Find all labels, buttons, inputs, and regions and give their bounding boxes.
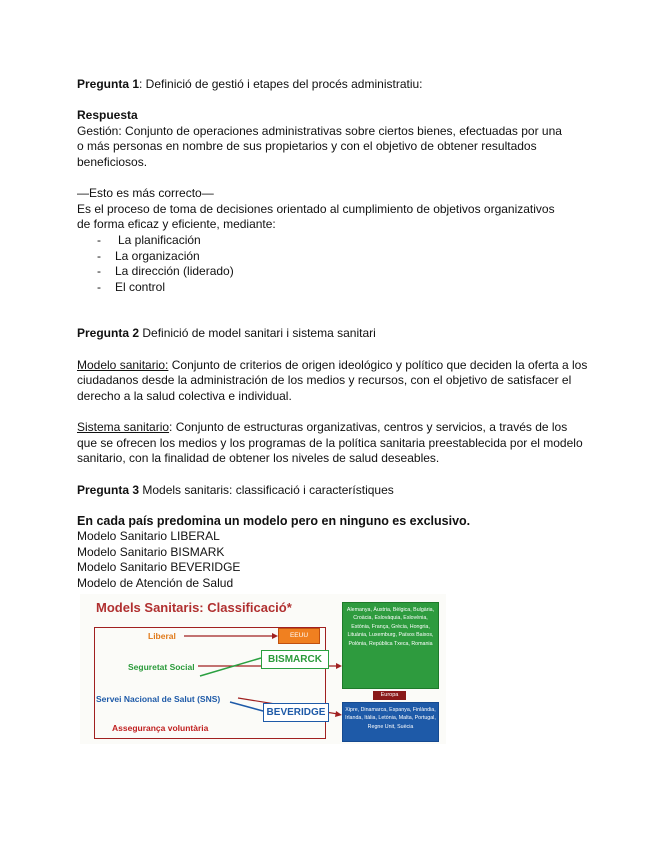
model-sanitario-term: Modelo sanitario: [77,358,169,372]
q2-prefix: Pregunta 2 [77,326,140,340]
label-liberal: Liberal [148,631,176,641]
q1-answer-line: o más personas en nombre de sus propietarios y con el objetivo de obtener resultados [77,139,537,153]
q2-system-line: sanitario, con la finalidad de obtener los niveles de salud deseables. [77,451,440,465]
list-item: El control [115,280,166,294]
label-seguretat-social: Seguretat Social [128,662,195,672]
q3-model-item: Modelo Sanitario LIBERAL [77,529,220,543]
list-bullet: - [97,280,101,294]
q1-answer-line: Gestión: Conjunto de operaciones administrativas sobre ciertos bienes, efectuadas por una [77,124,562,138]
q2-model-line [77,358,587,373]
q2-text: Definició de model sanitari i sistema sanitari [139,326,376,340]
list-bullet: - [97,233,101,247]
q3-model-item: Modelo Sanitario BISMARK [77,545,225,559]
q1-prefix: Pregunta 1 [77,77,140,91]
sistema-sanitario-def: : Conjunto de estructuras organizativas, centros y servicios, a través de los [169,420,568,434]
q2-system-line: que se ofrecen los medios y los programas de la política sanitaria preestablecida por el modelo [77,436,583,450]
diagram-title: Models Sanitaris: Classificació* [96,600,292,615]
eeuu-box: EEUU [278,628,320,644]
q1-correct-line: de forma eficaz y eficiente, mediante: [77,217,276,231]
q1-text: : Definició de gestió i etapes del procés administratiu: [139,77,423,91]
q3-text: Models sanitaris: classificació i característiques [139,483,394,497]
q2-system-line [77,420,567,435]
q3-prefix: Pregunta 3 [77,483,140,497]
europa-label: Europa [373,691,406,700]
list-item: La planificación [118,233,201,247]
list-bullet: - [97,264,101,278]
label-sns: Servei Nacional de Salut (SNS) [96,694,221,704]
q1-heading [77,77,423,92]
q3-model-item: Modelo Sanitario BEVERIDGE [77,560,241,574]
connector-beveridge [230,702,263,711]
q3-model-item: Modelo de Atención de Salud [77,576,234,590]
connector-bismarck [200,658,261,676]
q2-model-line: derecho a la salud colectiva e individual. [77,389,292,403]
q2-heading [77,326,376,341]
models-classification-diagram [80,594,446,744]
bismarck-box: BISMARCK [261,650,329,669]
q1-answer-line: beneficiosos. [77,155,148,169]
label-asseguranca: Assegurança voluntària [112,723,209,733]
model-sanitario-def: Conjunto de criterios de origen ideológico y político que deciden la oferta a los [168,358,588,372]
q3-bold-line: En cada país predomina un modelo pero en ninguno es exclusivo. [77,514,471,528]
sistema-sanitario-term: Sistema sanitario [77,420,170,434]
q1-correct-heading: —Esto es más correcto— [77,186,214,200]
q1-answer-heading: Respuesta [77,108,138,122]
arrow-head [335,711,342,717]
list-item: La organización [115,249,200,263]
q2-model-line: ciudadanos desde la administración de los medios y recursos, con el objetivo de satisfacer el [77,373,572,387]
list-bullet: - [97,249,101,263]
list-item: La dirección (liderado) [115,264,234,278]
q1-correct-line: Es el proceso de toma de decisiones orientado al cumplimiento de objetivos organizativos [77,202,555,216]
beveridge-countries-box: Xipre, Dinamarca, Espanya, Finlàndia, Irlanda, Itàlia, Letònia, Malta, Portugal, Regne Unit, Suècia [342,702,439,742]
beveridge-box: BEVERIDGE [263,703,329,722]
bismarck-countries-box: Alemanya, Àustria, Bèlgica, Bulgària, Croàcia, Eslovàquia, Eslovènia, Estònia, França, Grècia, Hongria, Lituània, Luxemburg, Països Baixos, Polònia, República Txeca, Romania [342,602,439,689]
q3-heading [77,483,394,498]
